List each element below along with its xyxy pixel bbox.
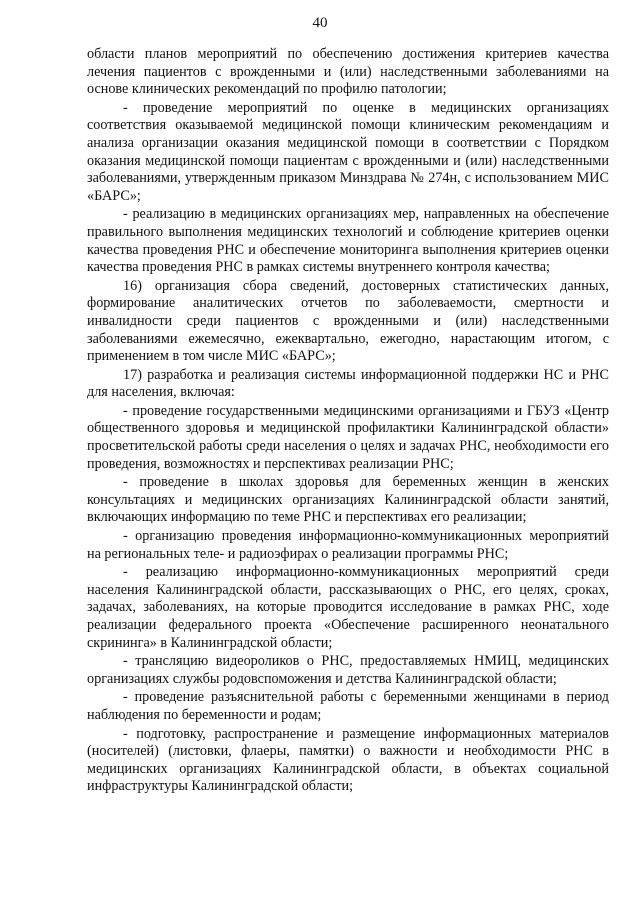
paragraph-explanatory-work-item: - проведение разъяснительной работы с беременными женщинами в период наблюдения по беременности и родам;	[87, 689, 609, 723]
page-number: 40	[312, 15, 328, 31]
paragraph-quality-assessment-item: - проведение мероприятий по оценке в медицинских организациях соответствия оказываемой медицинской помощи клиническим рекомендациям и анализа организации оказания медицинской помощи в соответствии с Порядком оказания медицинской помощи пациентам с врожденными и (или) наследственными заболеваниями, утвержденным приказом Минздрава № 274н, с использованием МИС «БАРС»;	[87, 99, 609, 204]
paragraph-materials-distribution-item: - подготовку, распространение и размещение информационных материалов (носителей) (листовки, флаеры, памятки) о важности и необходимости РНС в медицинских организациях Калининградской области, в объектах социальной инфраструктуры Калининградской области;	[87, 725, 609, 795]
paragraph-broadcast-events-item: - организацию проведения информационно-коммуникационных мероприятий на региональных теле- и радиоэфирах о реализации программы РНС;	[87, 528, 609, 562]
document-body	[87, 46, 609, 797]
paragraph-communication-events-item: - реализацию информационно-коммуникационных мероприятий среди населения Калининградской области, рассказывающих о РНС, его целях, сроках, задачах, заболеваниях, на которые проводится исследование в рамках РНС, ходе реализации федерального проекта «Обеспечение расширенного неонатального скрининга» в Калининградской области;	[87, 564, 609, 651]
paragraph-item-16: 16) организация сбора сведений, достоверных статистических данных, формирование аналитических отчетов по заболеваемости, смертности и инвалидности среди пациентов с врожденными и (или) наследственными заболеваниями ежемесячно, ежеквартально, ежегодно, нарастающим итогом, с применением в том числе МИС «БАРС»;	[87, 277, 609, 365]
paragraph-item-17: 17) разработка и реализация системы информационной поддержки НС и РНС для населения, включая:	[87, 366, 609, 401]
paragraph-continuation: области планов мероприятий по обеспечению достижения критериев качества лечения пациентов с врожденными и (или) наследственными заболеваниями на основе клинических рекомендаций по профилю патологии;	[87, 46, 609, 98]
paragraph-video-broadcast-item: - трансляцию видеороликов о РНС, предоставляемых НМИЦ, медицинских организациях службы родовспоможения и детства Калининградской области;	[87, 653, 609, 687]
paragraph-quality-measures-item: - реализацию в медицинских организациях мер, направленных на обеспечение правильного выполнения медицинских технологий и соблюдение критериев оценки качества проведения РНС и обеспечение мониторинга выполнения критериев оценки качества проведения РНС в рамках системы внутреннего контроля качества;	[87, 206, 609, 276]
paragraph-educational-work-item: - проведение государственными медицинскими организациями и ГБУЗ «Центр общественного здоровья и медицинской профилактики Калининградской области» просветительской работы среди населения о целях и задачах РНС, необходимости его проведения, возможностях и перспективах реализации РНС;	[87, 402, 609, 472]
paragraph-health-schools-item: - проведение в школах здоровья для беременных женщин в женских консультациях и медицинских организациях Калининградской области занятий, включающих информацию по теме РНС и перспективах его реализации;	[87, 474, 609, 526]
